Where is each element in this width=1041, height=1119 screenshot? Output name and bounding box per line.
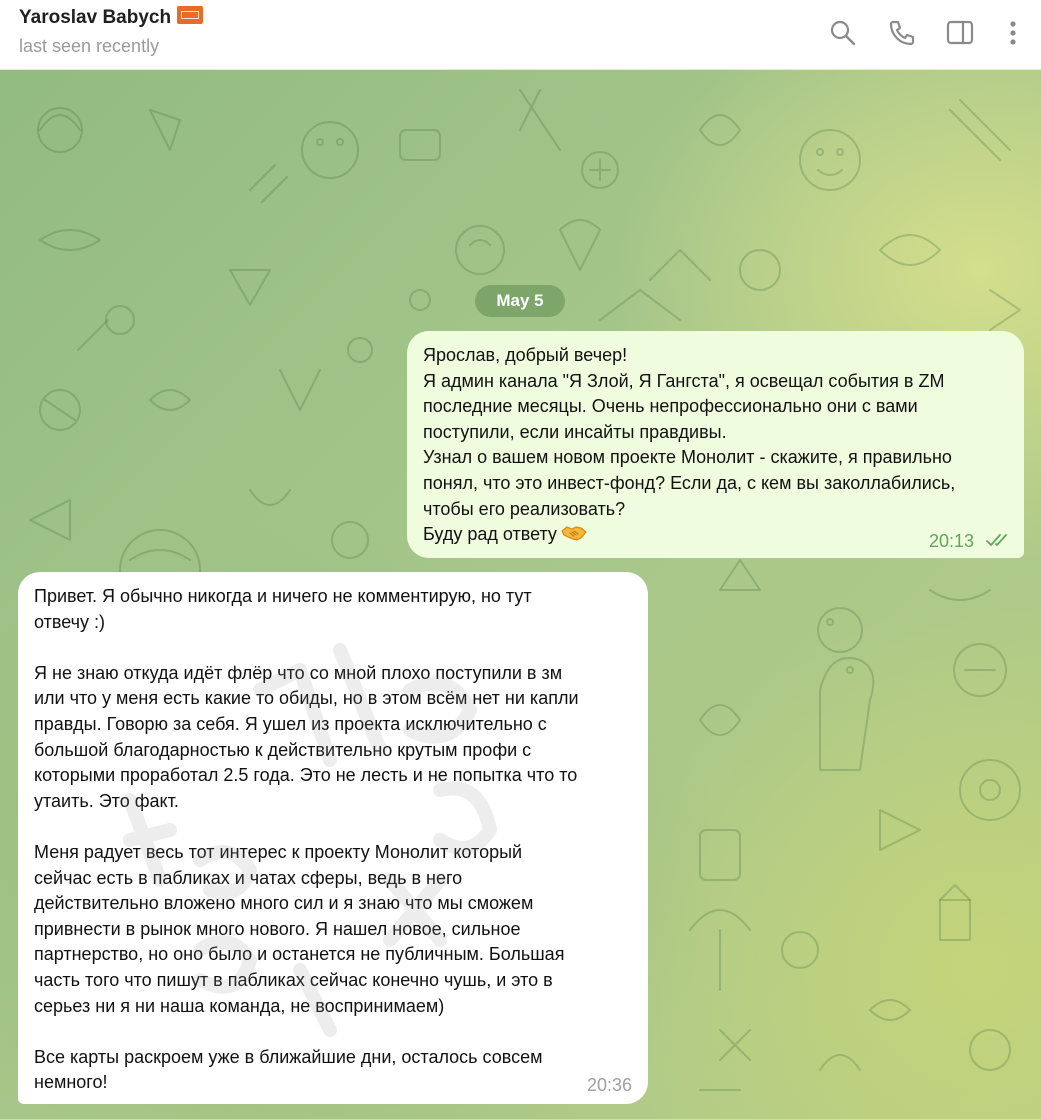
contact-name[interactable] [19, 7, 203, 29]
phone-icon[interactable] [887, 18, 917, 48]
incoming-message[interactable] [18, 572, 648, 1104]
contact-name-text: Yaroslav Babych [19, 7, 172, 28]
handshake-emoji-icon [561, 523, 587, 551]
incoming-message-time: 20:36 [586, 1075, 632, 1095]
more-options-icon[interactable] [1000, 18, 1026, 48]
badge-emoji-icon [177, 6, 203, 24]
outgoing-message[interactable] [407, 331, 1024, 558]
sidebar-toggle-icon[interactable] [945, 18, 975, 48]
double-check-icon [986, 533, 1014, 547]
chat-area[interactable] [0, 70, 1041, 1119]
outgoing-message-time: 20:13 [928, 531, 974, 551]
outgoing-message-text: Ярослав, добрый вечер! Я админ канала "Я Злой, Я Гангста", я освещал события в ZM последние месяцы. Очень непрофессионально они с вами поступили, если инсайты правдивы. Узнал о вашем новом проекте Монолит - скажите, я правильно понял, что это инвест-фонд? Если да, с кем вы заколлабились, чтобы его реализовать? Буду рад ответу [423, 345, 956, 545]
chat-header [0, 0, 1041, 70]
date-separator: May 5 [475, 285, 565, 317]
incoming-message-text: Привет. Я обычно никогда и ничего не комментирую, но тут отвечу :) Я не знаю откуда идёт флёр что со мной плохо поступили в зм или что у меня есть какие то обиды, но в этом всём нет ни капли правды. Говорю за себя. Я ушел из проекта исключительно с большой благодарностью к действительно крутым профи с которыми проработал 2.5 года. Это не лесть и не попытка что то утаить. Это факт. Меня радует весь тот интерес к проекту Монолит который сейчас есть в пабликах и чатах сферы, ведь в него действительно вложено много сил и я знаю что мы сможем привнести в рынок много нового. Я нашел новое, сильное партнерство, но оно было и останется не публичным. Большая часть того что пишут в пабликах сейчас конечно чушь, и это в серьез ни я ни наша команда, не воспринимаем) Все карты раскроем уже в ближайшие дни, осталось совсем немного! [34, 586, 579, 1093]
search-icon[interactable] [828, 18, 858, 48]
contact-status: last seen recently [19, 36, 160, 56]
